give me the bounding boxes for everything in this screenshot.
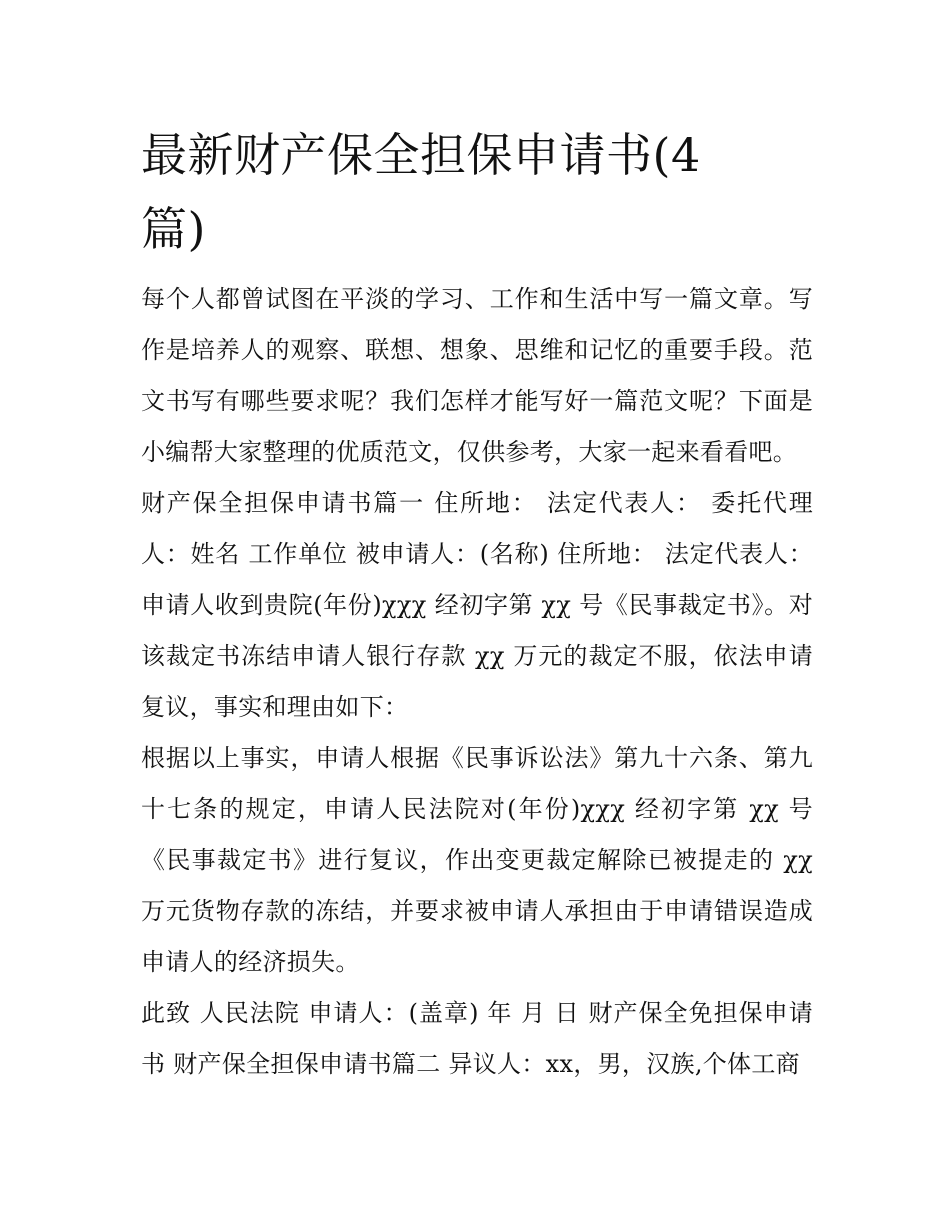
paragraph-application: 财产保全担保申请书篇一 住所地： 法定代表人： 委托代理人：姓名 工作单位 被申请人：(名称) 住所地： 法定代表人： 申请人收到贵院(年份)χχχ 经初字第 χχ 号《民事裁定书》。对该裁定书冻结申请人银行存款 χχ 万元的裁定不服，依法申请复议，事实和理由如下： xyxy=(141,489,813,721)
document-body xyxy=(141,118,813,1090)
document-title: 最新财产保全担保申请书(4篇) xyxy=(141,128,701,256)
paragraph-request: 根据以上事实，申请人根据《民事诉讼法》第九十六条、第九十七条的规定，申请人民法院对(年份)χχχ 经初字第 χχ 号《民事裁定书》进行复议，作出变更裁定解除已被提走的 χχ 万元货物存款的冻结，并要求被申请人承担由于申请错误造成申请人的经济损失。 xyxy=(141,744,813,976)
paragraph-intro: 每个人都曾试图在平淡的学习、工作和生活中写一篇文章。写作是培养人的观察、联想、想象、思维和记忆的重要手段。范文书写有哪些要求呢？我们怎样才能写好一篇范文呢？下面是小编帮大家整理的优质范文，仅供参考，大家一起来看看吧。 xyxy=(141,285,813,466)
paragraph-closing: 此致 人民法院 申请人：(盖章) 年 月 日 财产保全免担保申请书 财产保全担保申请书篇二 异议人：xx，男，汉族,个体工商 xyxy=(141,999,813,1078)
